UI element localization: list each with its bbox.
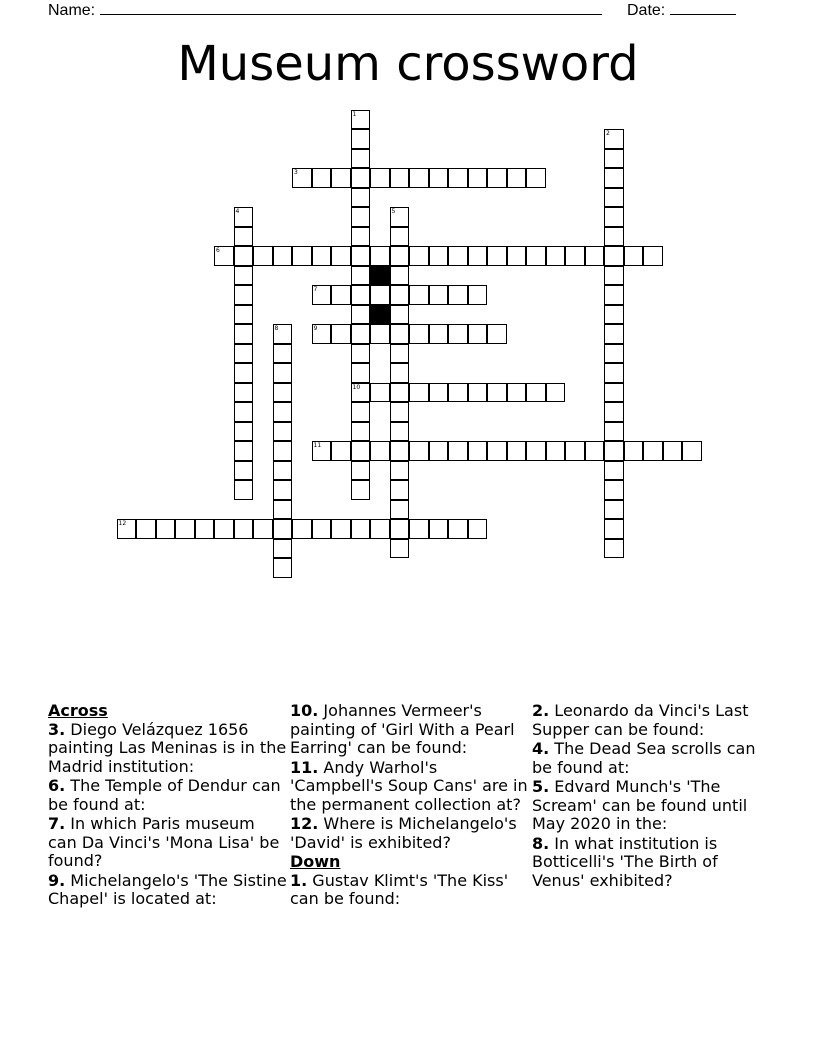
grid-cell[interactable] xyxy=(351,480,371,500)
grid-cell[interactable] xyxy=(468,168,488,188)
grid-cell[interactable] xyxy=(351,149,371,169)
grid-cell[interactable] xyxy=(234,402,254,422)
grid-cell[interactable] xyxy=(546,441,566,461)
clue-down-5 xyxy=(532,778,772,834)
grid-cell[interactable] xyxy=(292,246,312,266)
grid-cell[interactable] xyxy=(409,441,429,461)
grid-cell[interactable] xyxy=(351,188,371,208)
clues-column-1 xyxy=(48,702,288,910)
clue-text: Gustav Klimt's 'The Kiss' can be found: xyxy=(290,870,509,908)
clue-text: In which Paris museum can Da Vinci's 'Mona Lisa' be found? xyxy=(48,814,280,870)
grid-cell[interactable] xyxy=(390,207,410,227)
grid-cell[interactable] xyxy=(273,441,293,461)
grid-cell[interactable] xyxy=(604,363,624,383)
grid-cell[interactable] xyxy=(682,441,702,461)
grid-cell[interactable] xyxy=(448,246,468,266)
clue-across-10 xyxy=(290,702,530,758)
grid-cell[interactable] xyxy=(429,519,449,539)
grid-cell[interactable] xyxy=(604,480,624,500)
grid-cell[interactable] xyxy=(331,285,351,305)
clue-text: Where is Michelangelo's 'David' is exhibited? xyxy=(290,814,517,852)
grid-cell[interactable] xyxy=(624,441,644,461)
cell-number: 8 xyxy=(274,325,279,332)
grid-cell[interactable] xyxy=(448,168,468,188)
grid-cell[interactable] xyxy=(273,344,293,364)
grid-cell[interactable] xyxy=(390,461,410,481)
grid-cell[interactable] xyxy=(604,402,624,422)
grid-cell[interactable] xyxy=(273,461,293,481)
grid-cell[interactable] xyxy=(351,227,371,247)
grid-cell[interactable] xyxy=(604,188,624,208)
grid-cell[interactable] xyxy=(604,227,624,247)
grid-cell[interactable] xyxy=(234,246,254,266)
grid-cell[interactable] xyxy=(526,383,546,403)
grid-cell[interactable] xyxy=(429,285,449,305)
grid-cell[interactable] xyxy=(390,500,410,520)
grid-cell[interactable] xyxy=(331,246,351,266)
clue-number: 3. xyxy=(48,719,66,739)
grid-cell[interactable] xyxy=(273,558,293,578)
grid-cell[interactable] xyxy=(390,324,410,344)
clue-text: Andy Warhol's 'Campbell's Soup Cans' are in the permanent collection at? xyxy=(290,757,528,814)
grid-cell[interactable] xyxy=(604,441,624,461)
grid-cell[interactable] xyxy=(234,207,254,227)
grid-cell[interactable] xyxy=(253,519,273,539)
grid-cell[interactable] xyxy=(409,246,429,266)
grid-cell[interactable] xyxy=(604,500,624,520)
grid-cell[interactable] xyxy=(195,519,215,539)
grid-cell[interactable] xyxy=(234,285,254,305)
grid-cell[interactable] xyxy=(468,383,488,403)
grid-cell[interactable] xyxy=(351,461,371,481)
grid-cell[interactable] xyxy=(234,363,254,383)
black-square xyxy=(370,266,390,286)
grid-cell[interactable] xyxy=(351,305,371,325)
grid-cell[interactable] xyxy=(351,207,371,227)
grid-cell[interactable] xyxy=(448,519,468,539)
clue-down-4 xyxy=(532,740,772,777)
grid-cell[interactable] xyxy=(273,402,293,422)
grid-cell[interactable] xyxy=(507,168,527,188)
grid-cell[interactable] xyxy=(604,344,624,364)
cell-number: 10 xyxy=(352,383,361,391)
cell-number: 11 xyxy=(313,442,322,449)
grid-cell[interactable] xyxy=(643,246,663,266)
grid-cell[interactable] xyxy=(292,168,312,188)
grid-cell[interactable] xyxy=(429,246,449,266)
grid-cell[interactable] xyxy=(390,363,410,383)
grid-cell[interactable] xyxy=(370,324,390,344)
grid-cell[interactable] xyxy=(487,246,507,266)
grid-cell[interactable] xyxy=(117,519,137,539)
grid-cell[interactable] xyxy=(604,305,624,325)
grid-cell[interactable] xyxy=(448,441,468,461)
grid-cell[interactable] xyxy=(487,324,507,344)
grid-cell[interactable] xyxy=(370,383,390,403)
clue-number: 6. xyxy=(48,776,66,795)
clue-number: 5. xyxy=(532,777,550,796)
clue-across-9 xyxy=(48,872,288,909)
grid-cell[interactable] xyxy=(448,324,468,344)
clue-number: 10. xyxy=(290,701,319,720)
grid-cell[interactable] xyxy=(370,519,390,539)
clue-number: 2. xyxy=(532,701,550,720)
clue-down-1 xyxy=(290,872,530,909)
grid-cell[interactable] xyxy=(273,539,293,559)
grid-cell[interactable] xyxy=(429,324,449,344)
grid-cell[interactable] xyxy=(234,480,254,500)
grid-cell[interactable] xyxy=(273,519,293,539)
grid-cell[interactable] xyxy=(565,441,585,461)
grid-cell[interactable] xyxy=(390,480,410,500)
grid-cell[interactable] xyxy=(585,246,605,266)
clue-text: The Dead Sea scrolls can be found at: xyxy=(532,739,756,777)
grid-cell[interactable] xyxy=(390,539,410,559)
grid-cell[interactable] xyxy=(468,441,488,461)
grid-cell[interactable] xyxy=(234,305,254,325)
clue-text: In what institution is Botticelli's 'The Birth of Venus' exhibited? xyxy=(532,833,718,890)
clues-column-3 xyxy=(532,702,772,891)
grid-cell[interactable] xyxy=(643,441,663,461)
cell-number: 7 xyxy=(313,286,318,293)
grid-cell[interactable] xyxy=(234,266,254,286)
grid-cell[interactable] xyxy=(604,168,624,188)
grid-cell[interactable] xyxy=(175,519,195,539)
grid-cell[interactable] xyxy=(234,227,254,247)
grid-cell[interactable] xyxy=(234,441,254,461)
grid-cell[interactable] xyxy=(487,441,507,461)
grid-cell[interactable] xyxy=(624,246,644,266)
grid-cell[interactable] xyxy=(604,129,624,149)
grid-cell[interactable] xyxy=(546,383,566,403)
grid-cell[interactable] xyxy=(507,246,527,266)
grid-cell[interactable] xyxy=(253,246,273,266)
black-square xyxy=(370,305,390,325)
grid-cell[interactable] xyxy=(604,519,624,539)
grid-cell[interactable] xyxy=(273,383,293,403)
clue-down-2 xyxy=(532,702,772,739)
clue-number: 7. xyxy=(48,814,66,833)
grid-cell[interactable] xyxy=(390,266,410,286)
clue-text: Michelangelo's 'The Sistine Chapel' is located at: xyxy=(48,870,287,908)
grid-cell[interactable] xyxy=(351,129,371,149)
grid-cell[interactable] xyxy=(234,422,254,442)
grid-cell[interactable] xyxy=(390,285,410,305)
across-heading: Across xyxy=(48,701,108,720)
grid-cell[interactable] xyxy=(604,422,624,442)
grid-cell[interactable] xyxy=(663,441,683,461)
grid-cell[interactable] xyxy=(526,441,546,461)
grid-cell[interactable] xyxy=(273,500,293,520)
clue-number: 4. xyxy=(532,739,550,758)
grid-cell[interactable] xyxy=(468,519,488,539)
grid-cell[interactable] xyxy=(526,246,546,266)
clue-across-6 xyxy=(48,777,288,814)
cell-number: 9 xyxy=(313,325,318,332)
grid-cell[interactable] xyxy=(234,383,254,403)
grid-cell[interactable] xyxy=(331,168,351,188)
grid-cell[interactable] xyxy=(468,324,488,344)
clue-across-12 xyxy=(290,815,530,852)
grid-cell[interactable] xyxy=(370,246,390,266)
cell-number: 5 xyxy=(391,208,396,215)
grid-cell[interactable] xyxy=(351,363,371,383)
cell-number: 4 xyxy=(235,208,240,215)
grid-cell[interactable] xyxy=(351,324,371,344)
grid-cell[interactable] xyxy=(214,246,234,266)
clues-column-2 xyxy=(290,702,530,910)
date-label: Date: xyxy=(627,2,666,19)
grid-cell[interactable] xyxy=(234,344,254,364)
grid-cell[interactable] xyxy=(526,168,546,188)
grid-cell[interactable] xyxy=(351,168,371,188)
grid-cell[interactable] xyxy=(234,324,254,344)
grid-cell[interactable] xyxy=(273,480,293,500)
grid-cell[interactable] xyxy=(370,168,390,188)
clue-number: 12. xyxy=(290,814,319,833)
clue-down-8 xyxy=(532,835,772,891)
grid-cell[interactable] xyxy=(487,168,507,188)
grid-cell[interactable] xyxy=(351,110,371,130)
grid-cell[interactable] xyxy=(390,422,410,442)
cell-number: 6 xyxy=(216,247,220,254)
grid-cell[interactable] xyxy=(136,519,156,539)
clue-across-3 xyxy=(48,721,288,777)
grid-cell[interactable] xyxy=(409,324,429,344)
grid-cell[interactable] xyxy=(429,383,449,403)
grid-cell[interactable] xyxy=(390,344,410,364)
clue-number: 1. xyxy=(290,870,308,890)
grid-cell[interactable] xyxy=(565,246,585,266)
grid-cell[interactable] xyxy=(351,422,371,442)
grid-cell[interactable] xyxy=(604,266,624,286)
grid-cell[interactable] xyxy=(234,519,254,539)
grid-cell[interactable] xyxy=(409,519,429,539)
grid-cell[interactable] xyxy=(604,383,624,403)
grid-cell[interactable] xyxy=(351,383,371,403)
grid-cell[interactable] xyxy=(604,246,624,266)
clue-text: Edvard Munch's 'The Scream' can be found until May 2020 in the: xyxy=(532,777,748,833)
grid-cell[interactable] xyxy=(604,207,624,227)
cell-number: 3 xyxy=(294,169,298,176)
grid-cell[interactable] xyxy=(312,519,332,539)
grid-cell[interactable] xyxy=(604,149,624,169)
grid-cell[interactable] xyxy=(507,383,527,403)
cell-number: 12 xyxy=(118,520,127,527)
grid-cell[interactable] xyxy=(312,168,332,188)
grid-cell[interactable] xyxy=(370,441,390,461)
grid-cell[interactable] xyxy=(604,539,624,559)
clue-text: Diego Velázquez 1656 painting Las Meninas is in the Madrid institution: xyxy=(48,719,287,776)
name-label: Name: xyxy=(48,2,96,19)
grid-cell[interactable] xyxy=(312,246,332,266)
clue-number: 11. xyxy=(290,757,319,777)
down-heading: Down xyxy=(290,852,341,871)
grid-cell[interactable] xyxy=(351,402,371,422)
cell-number: 1 xyxy=(352,110,357,118)
grid-cell[interactable] xyxy=(429,441,449,461)
grid-cell[interactable] xyxy=(351,285,371,305)
clue-across-7 xyxy=(48,815,288,871)
grid-cell[interactable] xyxy=(604,285,624,305)
grid-cell[interactable] xyxy=(390,168,410,188)
page-title: Museum crossword xyxy=(177,36,639,92)
grid-cell[interactable] xyxy=(390,519,410,539)
grid-cell[interactable] xyxy=(156,519,176,539)
clue-number: 9. xyxy=(48,870,66,890)
grid-cell[interactable] xyxy=(390,227,410,247)
grid-cell[interactable] xyxy=(390,441,410,461)
grid-cell[interactable] xyxy=(390,402,410,422)
clue-text: Johannes Vermeer's painting of 'Girl With a Pearl Earring' can be found: xyxy=(290,701,515,757)
grid-cell[interactable] xyxy=(487,383,507,403)
grid-cell[interactable] xyxy=(273,422,293,442)
grid-cell[interactable] xyxy=(585,441,605,461)
grid-cell[interactable] xyxy=(234,461,254,481)
grid-cell[interactable] xyxy=(429,168,449,188)
grid-cell[interactable] xyxy=(331,441,351,461)
grid-cell[interactable] xyxy=(273,363,293,383)
grid-cell[interactable] xyxy=(370,285,390,305)
cell-number: 2 xyxy=(606,130,610,137)
grid-cell[interactable] xyxy=(214,519,234,539)
grid-cell[interactable] xyxy=(390,383,410,403)
grid-cell[interactable] xyxy=(273,324,293,344)
clue-text: The Temple of Dendur can be found at: xyxy=(48,776,281,814)
grid-cell[interactable] xyxy=(409,168,429,188)
grid-cell[interactable] xyxy=(507,441,527,461)
grid-cell[interactable] xyxy=(448,383,468,403)
grid-cell[interactable] xyxy=(390,305,410,325)
grid-cell[interactable] xyxy=(331,519,351,539)
grid-cell[interactable] xyxy=(351,519,371,539)
grid-cell[interactable] xyxy=(409,285,429,305)
grid-cell[interactable] xyxy=(351,344,371,364)
clue-text: Leonardo da Vinci's Last Supper can be found: xyxy=(532,701,749,739)
grid-cell[interactable] xyxy=(273,246,293,266)
clue-number: 8. xyxy=(532,833,550,853)
grid-cell[interactable] xyxy=(312,285,332,305)
grid-cell[interactable] xyxy=(351,246,371,266)
grid-cell[interactable] xyxy=(292,519,312,539)
grid-cell[interactable] xyxy=(312,441,332,461)
grid-cell[interactable] xyxy=(468,285,488,305)
grid-cell[interactable] xyxy=(604,461,624,481)
grid-cell[interactable] xyxy=(351,441,371,461)
grid-cell[interactable] xyxy=(409,383,429,403)
grid-cell[interactable] xyxy=(390,246,410,266)
grid-cell[interactable] xyxy=(604,324,624,344)
grid-cell[interactable] xyxy=(448,285,468,305)
grid-cell[interactable] xyxy=(468,246,488,266)
grid-cell[interactable] xyxy=(546,246,566,266)
grid-cell[interactable] xyxy=(312,324,332,344)
grid-cell[interactable] xyxy=(351,266,371,286)
grid-cell[interactable] xyxy=(331,324,351,344)
clue-across-11 xyxy=(290,759,530,815)
